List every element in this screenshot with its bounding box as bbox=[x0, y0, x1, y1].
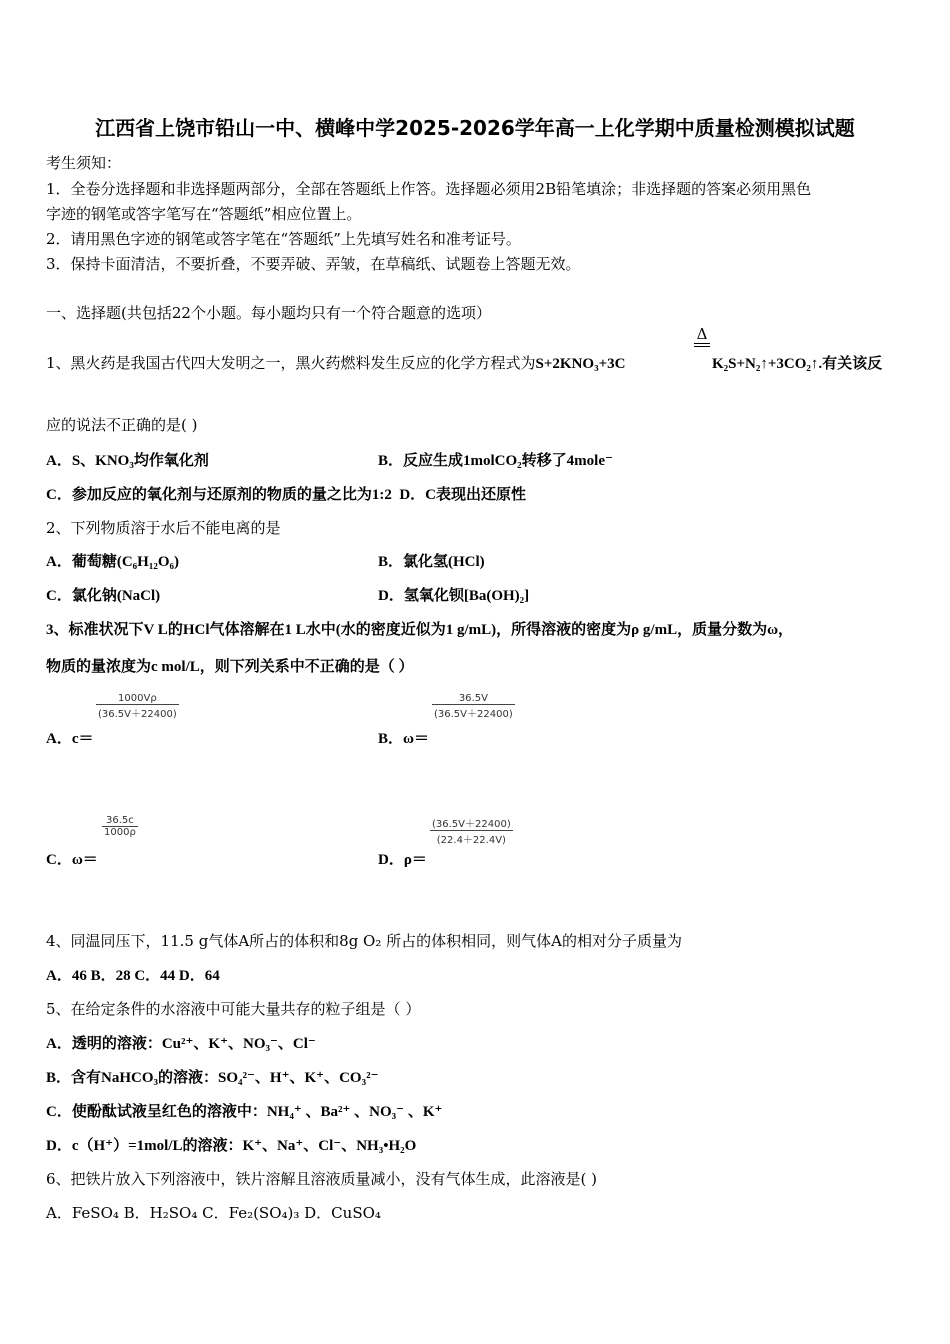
q1-prefix: 1、黑火药是我国古代四大发明之一，黑火药燃料发生反应的化学方程式为 bbox=[46, 354, 536, 372]
page-title: 江西省上饶市铅山一中、横峰中学2025-2026学年高一上化学期中质量检测模拟试题 bbox=[95, 116, 855, 140]
q2-option-c: C．氯化钠(NaCl) bbox=[46, 588, 161, 604]
q1-stem-line1 bbox=[46, 352, 625, 373]
q3-stem-line2: 物质的量浓度为c mol/L，则下列关系中不正确的是（ ） bbox=[46, 659, 414, 675]
q3-b-fraction bbox=[432, 693, 515, 720]
q4-stem: 4、同温同压下，11.5 g气体A所占的体积和8g O₂ 所占的体积相同，则气体A的相对分子质量为 bbox=[46, 932, 682, 950]
q3-a-fraction bbox=[96, 693, 179, 720]
q1-option-a: A．S、KNO₃均作氧化剂 bbox=[46, 453, 209, 469]
section-heading: 一、选择题(共包括22个小题。每小题均只有一个符合题意的选项） bbox=[46, 304, 491, 322]
q1-stem-line2: 应的说法不正确的是( ) bbox=[46, 416, 198, 434]
notice-item-1a: 1．全卷分选择题和非选择题两部分，全部在答题纸上作答。选择题必须用2B铅笔填涂；非选择题的答案必须用黑色 bbox=[46, 180, 812, 198]
q5-option-a: A．透明的溶液：Cu²⁺、K⁺、NO₃⁻、Cl⁻ bbox=[46, 1036, 316, 1052]
q3-d-fraction bbox=[430, 815, 513, 846]
q6-stem: 6、把铁片放入下列溶液中，铁片溶解且溶液质量减小，没有气体生成，此溶液是( ) bbox=[46, 1170, 598, 1188]
q5-stem: 5、在给定条件的水溶液中可能大量共存的粒子组是（ ） bbox=[46, 1000, 421, 1018]
notice-heading: 考生须知： bbox=[46, 154, 122, 172]
q2-option-b: B．氯化氢(HCl) bbox=[378, 554, 485, 570]
q3-c-denominator: 1000ρ bbox=[104, 827, 136, 838]
q3-option-c-label: C．ω＝ bbox=[46, 852, 98, 868]
q2-option-a: A．葡萄糖(C₆H₁₂O₆) bbox=[46, 554, 179, 570]
q3-a-numerator: 1000Vρ bbox=[118, 693, 157, 704]
heat-symbol: Δ bbox=[696, 325, 708, 343]
q3-option-d-label: D．ρ＝ bbox=[378, 852, 427, 868]
q1-reactants: S+2KNO₃+3C bbox=[535, 356, 626, 372]
q3-b-denominator: (36.5V＋22400) bbox=[432, 704, 515, 720]
q1-products: K₂S+N₂↑+3CO₂↑.有关该反 bbox=[712, 356, 883, 372]
q5-option-c: C．使酚酞试液呈红色的溶液中：NH₄⁺ 、Ba²⁺ 、NO₃⁻ 、K⁺ bbox=[46, 1104, 443, 1120]
equilibrium-bar bbox=[694, 343, 710, 347]
q1-option-d: D．C表现出还原性 bbox=[399, 487, 527, 503]
notice-item-1b: 字迹的钢笔或答字笔写在“答题纸”相应位置上。 bbox=[46, 205, 362, 223]
q3-d-numerator: (36.5V＋22400) bbox=[432, 819, 511, 830]
q3-b-numerator: 36.5V bbox=[458, 693, 488, 704]
q3-option-b-label: B．ω＝ bbox=[378, 731, 429, 747]
q3-c-numerator: 36.5c bbox=[106, 815, 134, 826]
notice-item-3: 3．保持卡面清洁，不要折叠，不要弄破、弄皱，在草稿纸、试题卷上答题无效。 bbox=[46, 255, 581, 273]
q4-options: A．46 B．28 C．44 D．64 bbox=[46, 968, 220, 984]
q5-option-d: D．c（H⁺）=1mol/L的溶液：K⁺、Na⁺、Cl⁻、NH₃•H₂O bbox=[46, 1138, 417, 1154]
q5-option-b: B．含有NaHCO₃的溶液：SO₄²⁻、H⁺、K⁺、CO₃²⁻ bbox=[46, 1070, 379, 1086]
q3-d-denominator: (22.4＋22.4V) bbox=[430, 830, 513, 846]
q2-option-d: D．氢氧化钡[Ba(OH)₂] bbox=[378, 588, 530, 604]
q1-option-b: B．反应生成1molCO₂转移了4mole⁻ bbox=[378, 453, 613, 469]
q1-option-c: C．参加反应的氧化剂与还原剂的物质的量之比为1:2 bbox=[46, 487, 392, 503]
q3-c-fraction bbox=[102, 815, 138, 838]
q1-option-cd bbox=[46, 483, 526, 504]
q2-stem: 2、下列物质溶于水后不能电离的是 bbox=[46, 519, 281, 537]
q3-stem-line1: 3、标准状况下V L的HCl气体溶解在1 L水中(水的密度近似为1 g/mL)，所得溶液的密度为ρ g/mL，质量分数为ω， bbox=[46, 622, 794, 638]
q6-options: A．FeSO₄ B．H₂SO₄ C．Fe₂(SO₄)₃ D．CuSO₄ bbox=[46, 1204, 381, 1222]
q3-option-a-label: A．c＝ bbox=[46, 731, 94, 747]
q3-a-denominator: (36.5V＋22400) bbox=[96, 704, 179, 720]
reaction-condition bbox=[694, 325, 710, 347]
notice-item-2: 2．请用黑色字迹的钢笔或答字笔在“答题纸”上先填写姓名和准考证号。 bbox=[46, 230, 521, 248]
